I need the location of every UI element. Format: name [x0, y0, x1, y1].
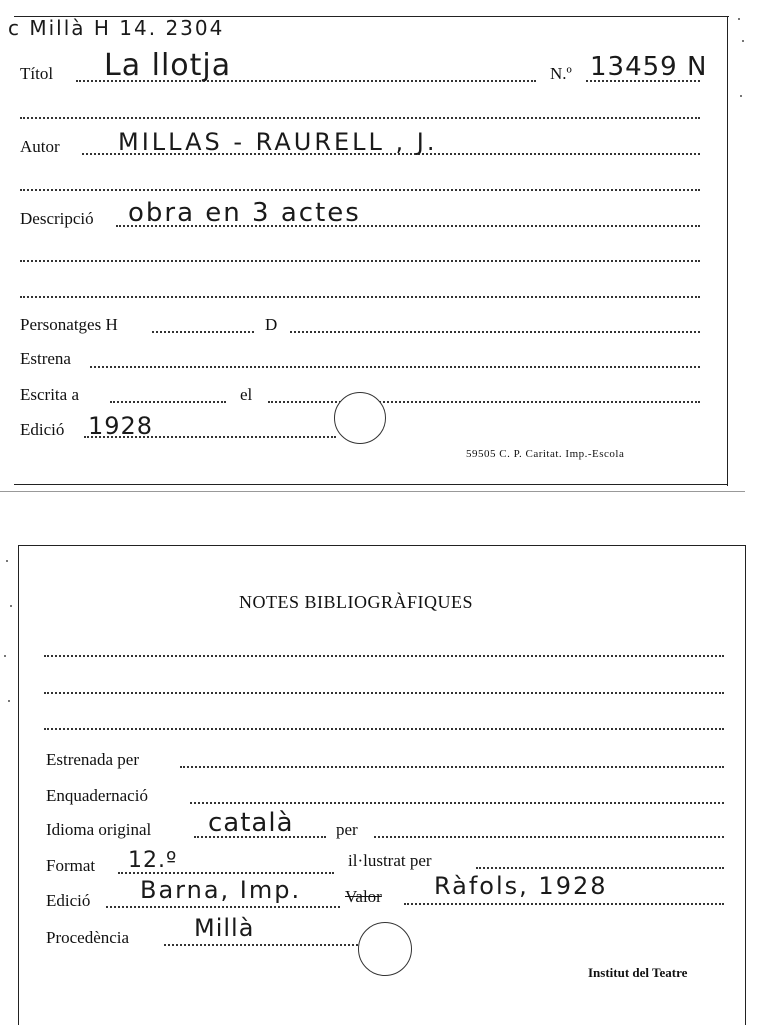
- edicio2-label: Edició: [46, 891, 91, 910]
- escrita-label: Escrita a: [20, 385, 79, 404]
- edicio-label: Edició: [20, 420, 65, 439]
- illustrat-label: il·lustrat per: [348, 851, 432, 870]
- autor-value: MILLAS - RAURELL , J.: [118, 128, 438, 156]
- d-label: D: [265, 315, 278, 334]
- personatges-label: Personatges H: [20, 315, 118, 334]
- titol-label: Títol: [20, 64, 54, 83]
- titol-value: La llotja: [104, 48, 232, 83]
- reference-code: c Millà H 14. 2304: [8, 16, 225, 40]
- edicio2-value: Barna, Imp.: [140, 876, 302, 904]
- enquadernacio-label: Enquadernació: [46, 786, 148, 805]
- punch-hole-2: [358, 922, 412, 976]
- procedencia-label: Procedència: [46, 928, 130, 947]
- el-label: el: [240, 385, 253, 404]
- descripcio-label: Descripció: [20, 209, 94, 228]
- valor-label: Valor: [345, 887, 382, 906]
- card2-right-edge: [745, 545, 746, 1025]
- numero-value: 13459 N: [590, 52, 708, 82]
- idioma-label: Idioma original: [46, 820, 152, 839]
- card2-top-edge: [18, 545, 746, 546]
- notes-heading: NOTES BIBLIOGRÀFIQUES: [239, 592, 474, 612]
- estrena-label: Estrena: [20, 349, 71, 368]
- printer-imprint: 59505 C. P. Caritat. Imp.-Escola: [466, 448, 625, 460]
- idioma-value: català: [208, 808, 294, 838]
- procedencia-value: Millà: [194, 914, 255, 942]
- institution-name: Institut del Teatre: [588, 965, 688, 980]
- edicio-value: 1928: [88, 412, 154, 440]
- per-label: per: [336, 820, 358, 839]
- valor-value: Ràfols, 1928: [434, 872, 608, 900]
- format-value: 12.º: [128, 848, 178, 873]
- descripcio-value: obra en 3 actes: [128, 198, 361, 228]
- format-label: Format: [46, 856, 96, 875]
- estrenada-label: Estrenada per: [46, 750, 139, 769]
- numero-label: N.º: [550, 64, 572, 83]
- autor-label: Autor: [20, 137, 60, 156]
- card2-left-edge: [18, 545, 19, 1025]
